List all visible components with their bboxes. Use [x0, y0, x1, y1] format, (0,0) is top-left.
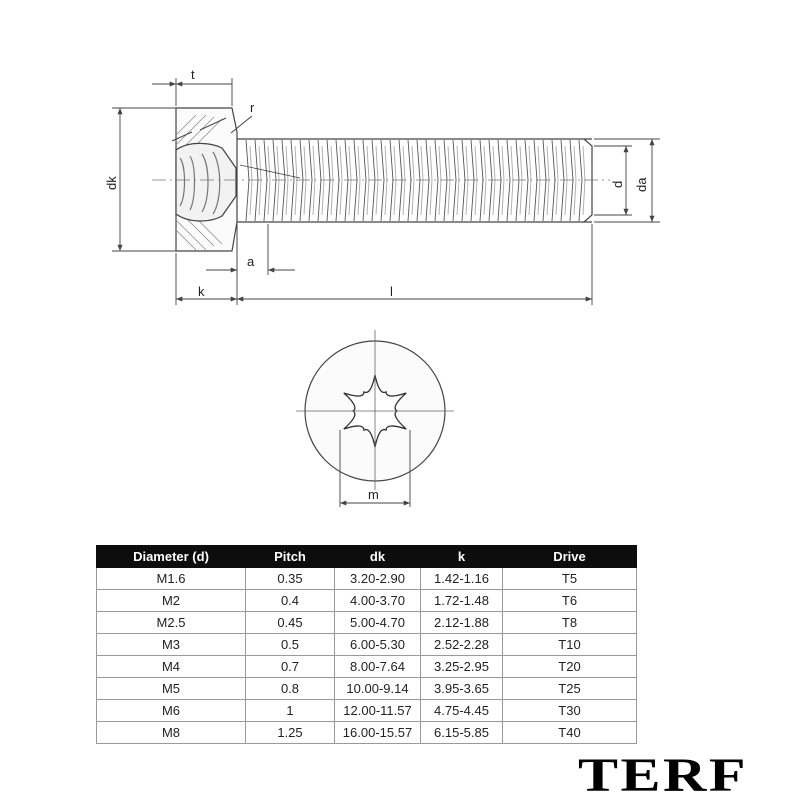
label-a: a: [247, 254, 255, 269]
table-row: [97, 656, 637, 678]
table-row: [97, 634, 637, 656]
table-cell: 3.25-2.95: [421, 656, 503, 678]
table-cell: 0.45: [246, 612, 335, 634]
table-cell: T5: [503, 568, 637, 590]
header-drive: Drive: [503, 546, 637, 568]
table-row: [97, 722, 637, 744]
table-cell: T20: [503, 656, 637, 678]
table-cell: 16.00-15.57: [335, 722, 421, 744]
header-diameter: Diameter (d): [97, 546, 246, 568]
table-cell: 5.00-4.70: [335, 612, 421, 634]
table-cell: T40: [503, 722, 637, 744]
table-cell: 0.8: [246, 678, 335, 700]
table-cell: 2.52-2.28: [421, 634, 503, 656]
table-cell: T25: [503, 678, 637, 700]
label-d: d: [610, 180, 625, 188]
label-l: l: [390, 284, 393, 299]
header-pitch: Pitch: [246, 546, 335, 568]
table-cell: M6: [97, 700, 246, 722]
table-cell: 10.00-9.14: [335, 678, 421, 700]
table-cell: 12.00-11.57: [335, 700, 421, 722]
label-r: r: [250, 100, 255, 115]
table-cell: 4.75-4.45: [421, 700, 503, 722]
table-cell: 0.7: [246, 656, 335, 678]
table-cell: 3.20-2.90: [335, 568, 421, 590]
table-row: [97, 568, 637, 590]
table-row: [97, 700, 637, 722]
table-cell: M2: [97, 590, 246, 612]
table-cell: 2.12-1.88: [421, 612, 503, 634]
table-cell: 6.00-5.30: [335, 634, 421, 656]
table-cell: M2.5: [97, 612, 246, 634]
header-k: k: [421, 546, 503, 568]
table-cell: T10: [503, 634, 637, 656]
thread-pattern: [246, 140, 585, 221]
table-cell: T6: [503, 590, 637, 612]
table-cell: T30: [503, 700, 637, 722]
label-k: k: [198, 284, 205, 299]
table-cell: M8: [97, 722, 246, 744]
table-cell: M3: [97, 634, 246, 656]
table-cell: T8: [503, 612, 637, 634]
specification-table: [96, 545, 637, 744]
table-cell: M1.6: [97, 568, 246, 590]
table-cell: 1.25: [246, 722, 335, 744]
table-cell: 1: [246, 700, 335, 722]
label-dk: dk: [104, 176, 119, 190]
table-row: [97, 612, 637, 634]
table-cell: M4: [97, 656, 246, 678]
header-dk: dk: [335, 546, 421, 568]
table-row: [97, 678, 637, 700]
label-m: m: [368, 487, 379, 502]
table-cell: 1.72-1.48: [421, 590, 503, 612]
table-cell: 0.5: [246, 634, 335, 656]
table-cell: 4.00-3.70: [335, 590, 421, 612]
screw-top-view: [296, 330, 454, 507]
screw-side-view: [152, 108, 610, 251]
brand-logo: TERF: [578, 749, 749, 802]
label-t: t: [191, 67, 195, 82]
table-cell: 8.00-7.64: [335, 656, 421, 678]
table-cell: 1.42-1.16: [421, 568, 503, 590]
table-cell: M5: [97, 678, 246, 700]
table-row: [97, 590, 637, 612]
table-cell: 3.95-3.65: [421, 678, 503, 700]
table-cell: 6.15-5.85: [421, 722, 503, 744]
table-cell: 0.4: [246, 590, 335, 612]
table-cell: 0.35: [246, 568, 335, 590]
table-header-row: [97, 546, 637, 568]
label-da: da: [634, 177, 649, 192]
